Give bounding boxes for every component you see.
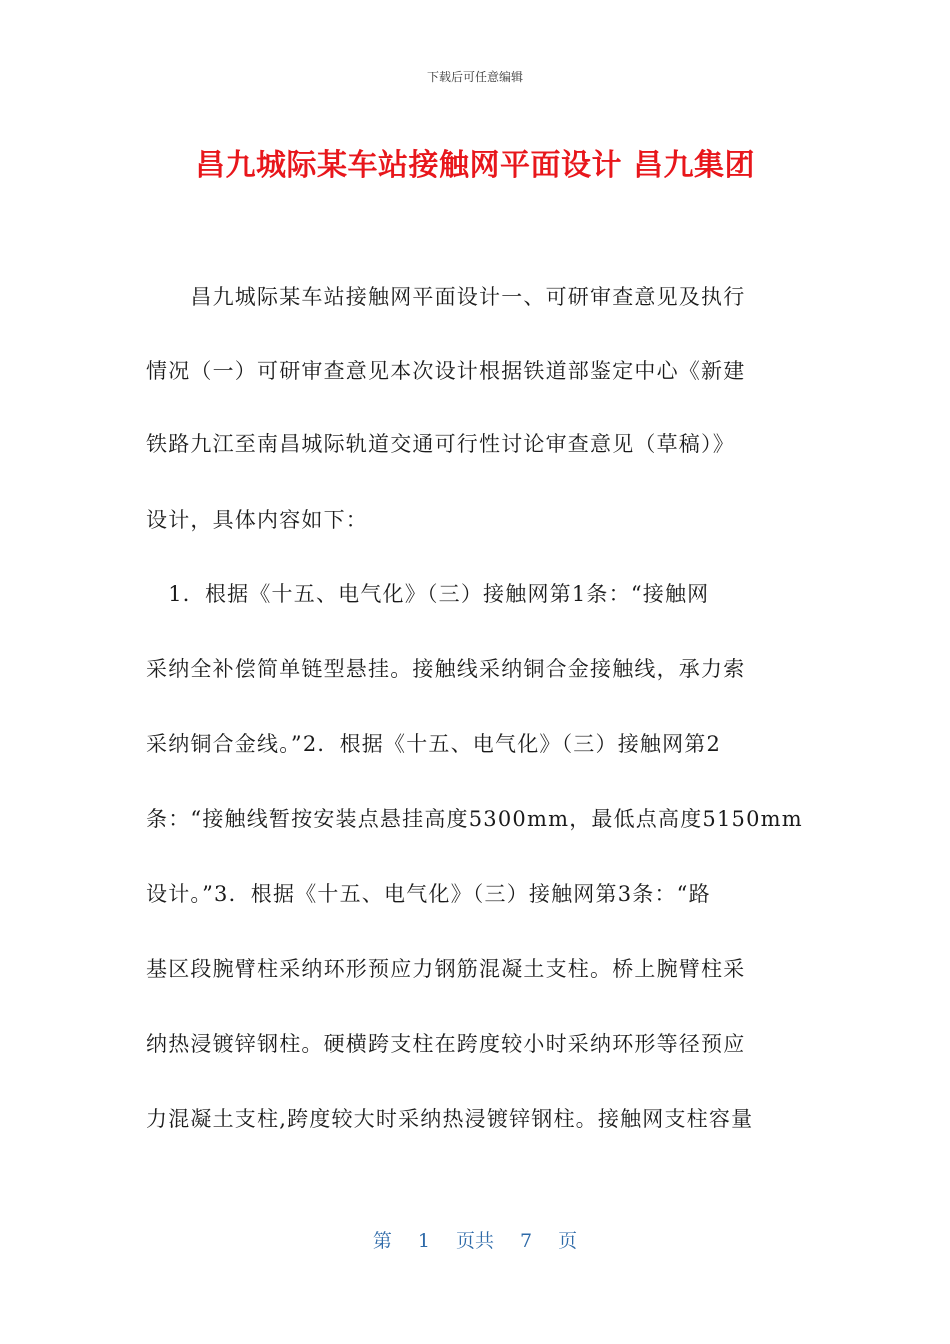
page-middle: 页共 bbox=[455, 1230, 494, 1252]
page-prefix: 第 bbox=[372, 1230, 392, 1252]
body-line: 力混凝土支柱,跨度较大时采纳热浸镀锌钢柱。接触网支柱容量 bbox=[146, 1107, 754, 1131]
body-line: 设计。”3．根据《十五、电气化》（三）接触网第3条：“路 bbox=[146, 882, 711, 906]
body-line: 条：“接触线暂按安装点悬挂高度5300mm，最低点高度5150mm bbox=[146, 807, 803, 831]
page-number: 1 bbox=[417, 1230, 430, 1252]
body-line: 1．根据《十五、电气化》（三）接触网第1条：“接触网 bbox=[146, 582, 710, 606]
body-line: 昌九城际某车站接触网平面设计一、可研审查意见及执行 bbox=[146, 285, 746, 309]
page-footer bbox=[0, 1226, 950, 1253]
header-note: 下载后可任意编辑 bbox=[426, 70, 523, 84]
body-line: 采纳铜合金线。”2．根据《十五、电气化》（三）接触网第2 bbox=[146, 732, 722, 756]
body-line: 情况（一）可研审查意见本次设计根据铁道部鉴定中心《新建 bbox=[146, 359, 746, 383]
page-suffix: 页 bbox=[558, 1230, 578, 1252]
body-line: 采纳全补偿简单链型悬挂。接触线采纳铜合金接触线，承力索 bbox=[146, 657, 746, 681]
body-line: 基区段腕臂柱采纳环形预应力钢筋混凝土支柱。桥上腕臂柱采 bbox=[146, 957, 746, 981]
body-line: 设计，具体内容如下： bbox=[146, 508, 368, 532]
body-line: 铁路九江至南昌城际轨道交通可行性讨论审查意见（草稿）》 bbox=[146, 432, 735, 456]
page-total: 7 bbox=[520, 1230, 533, 1252]
document-title: 昌九城际某车站接触网平面设计 昌九集团 bbox=[195, 148, 755, 183]
body-line: 纳热浸镀锌钢柱。硬横跨支柱在跨度较小时采纳环形等径预应 bbox=[146, 1032, 746, 1056]
